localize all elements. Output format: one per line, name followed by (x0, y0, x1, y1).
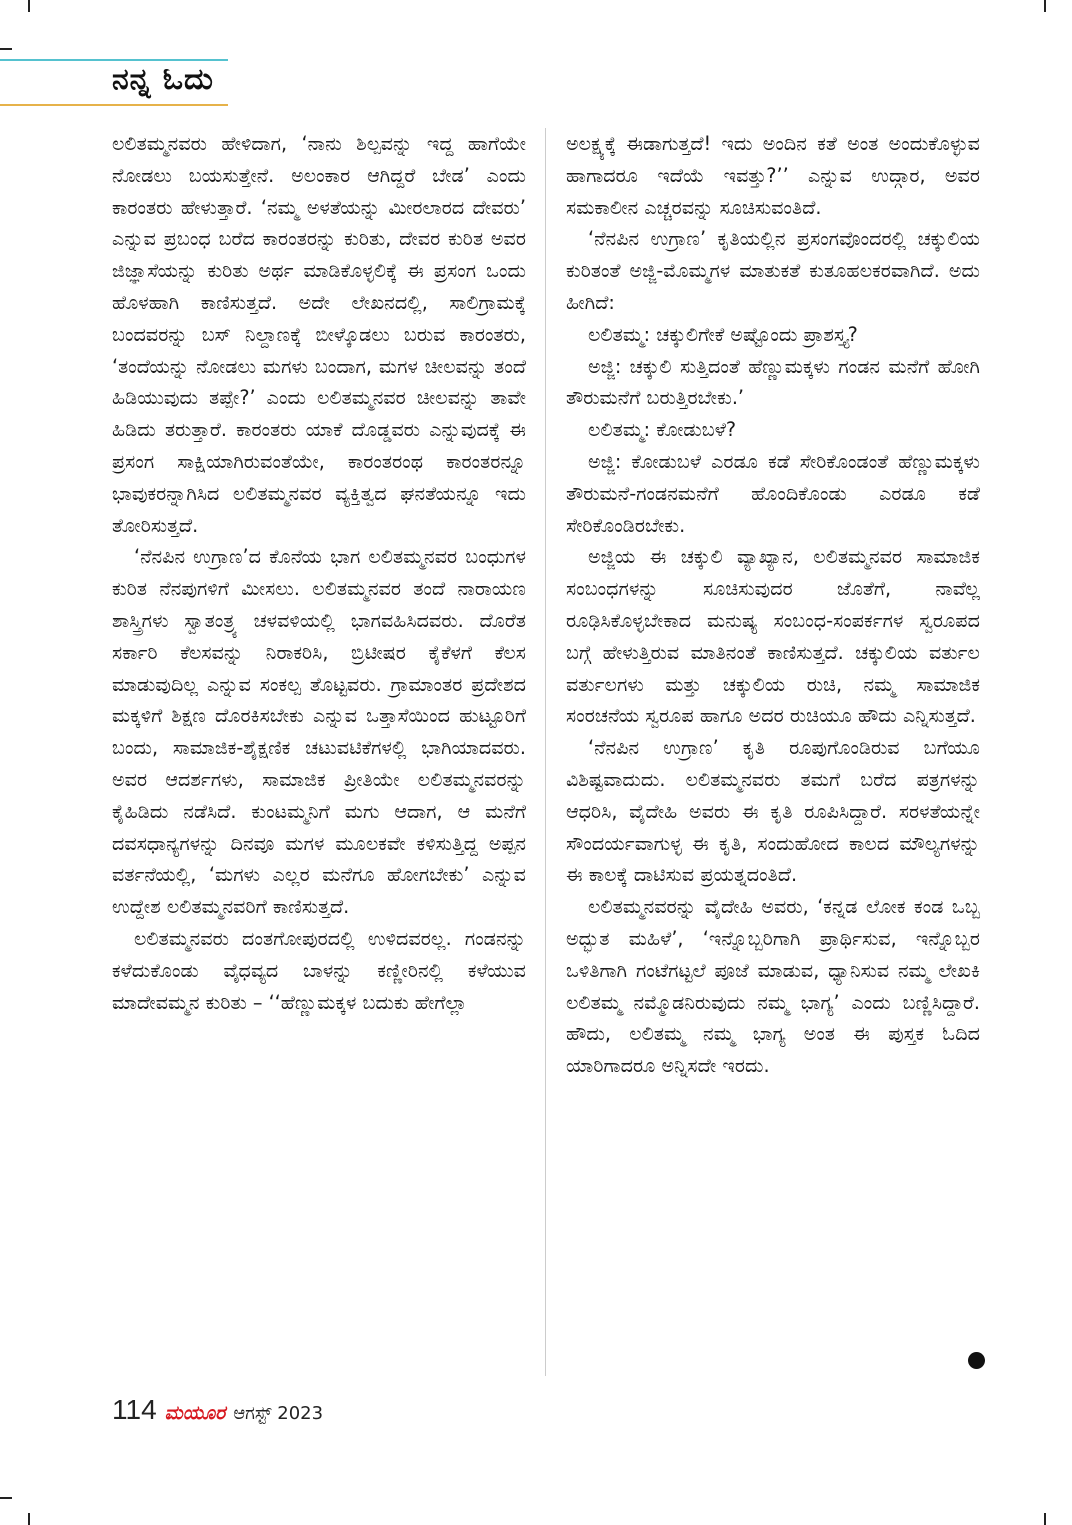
page-number: 114 (112, 1394, 157, 1425)
left-paragraph-3: ಲಲಿತಮ್ಮನವರು ದಂತಗೋಪುರದಲ್ಲಿ ಉಳಿದವರಲ್ಲ. ಗಂಡನನ್ನು ಕಳೆದುಕೊಂಡು ವೈಧವ್ಯದ ಬಾಳನ್ನು ಕಣ್ಣೀರಿನಲ್ಲಿ ಕಳೆಯುವ ಮಾದೇವಮ್ಮನ ಕುರಿತು – ‘‘ಹೆಣ್ಣುಮಕ್ಕಳ ಬದುಕು ಹೇಗೆಲ್ಲಾ (112, 926, 526, 1014)
column-divider (545, 128, 546, 1376)
dialogue-line-4: ಅಜ್ಜಿ: ಕೋಡುಬಳೆ ಎರಡೂ ಕಡೆ ಸೇರಿಕೊಂಡಂತೆ ಹೆಣ್ಣುಮಕ್ಕಳು ತೌರುಮನೆ-ಗಂಡನಮನೆಗೆ ಹೊಂದಿಕೊಂಡು ಎರಡೂ ಕಡೆ ಸೇರಿಕೊಂಡಿರಬೇಕು. (566, 449, 980, 537)
crop-mark-left-lower (0, 1497, 12, 1499)
section-title: ನನ್ನ ಓದು (112, 62, 214, 97)
crop-mark-bottom-right (1044, 1513, 1046, 1525)
crop-mark-top-left (28, 0, 30, 12)
right-paragraph-2: ‘ನೆನಪಿನ ಉಗ್ರಾಣ’ ಕೃತಿಯಲ್ಲಿನ ಪ್ರಸಂಗವೊಂದರಲ್ಲಿ ಚಕ್ಕುಲಿಯ ಕುರಿತಂತೆ ಅಜ್ಜಿ-ಮೊಮ್ಮಗಳ ಮಾತುಕತೆ ಕುತೂಹಲಕರವಾಗಿದೆ. ಅದು ಹೀಗಿದೆ: (566, 227, 980, 314)
header-top-rule (0, 59, 228, 61)
right-column (566, 128, 980, 1082)
crop-mark-left-upper (0, 48, 12, 50)
left-paragraph-1: ಲಲಿತಮ್ಮನವರು ಹೇಳಿದಾಗ, ‘ನಾನು ಶಿಲ್ಪವನ್ನು ಇದ್ದ ಹಾಗೆಯೇ ನೋಡಲು ಬಯಸುತ್ತೇನೆ. ಅಲಂಕಾರ ಆಗಿದ್ದರೆ ಬೇಡ’ ಎಂದು ಕಾರಂತರು ಹೇಳುತ್ತಾರೆ. ‘ನಮ್ಮ ಅಳತೆಯನ್ನು ಮೀರಲಾರದ ದೇವರು’ ಎನ್ನುವ ಪ್ರಬಂಧ ಬರೆದ ಕಾರಂತರನ್ನು ಕುರಿತು, ದೇವರ ಕುರಿತ ಅವರ ಜಿಜ್ಞಾಸೆಯನ್ನು ಕುರಿತು ಅರ್ಥ ಮಾಡಿಕೊಳ್ಳಲಿಕ್ಕೆ ಈ ಪ್ರಸಂಗ ಒಂದು ಹೊಳಹಾಗಿ ಕಾಣಿಸುತ್ತದೆ. ಅದೇ ಲೇಖನದಲ್ಲಿ, ಸಾಲಿಗ್ರಾಮಕ್ಕೆ ಬಂದವರನ್ನು ಬಸ್ ನಿಲ್ದಾಣಕ್ಕೆ ಬೀಳ್ಕೊಡಲು ಬರುವ ಕಾರಂತರು, ‘ತಂದೆಯನ್ನು ನೋಡಲು ಮಗಳು ಬಂದಾಗ, ಮಗಳ ಚೀಲವನ್ನು ತಂದೆ ಹಿಡಿಯುವುದು ತಪ್ಪೇ?’ ಎಂದು ಲಲಿತಮ್ಮನವರ ಚೀಲವನ್ನು ತಾವೇ ಹಿಡಿದು ತರುತ್ತಾರೆ. ಕಾರಂತರು ಯಾಕೆ ದೊಡ್ಡವರು ಎನ್ನುವುದಕ್ಕೆ ಈ ಪ್ರಸಂಗ ಸಾಕ್ಷಿಯಾಗಿರುವಂತೆಯೇ, ಕಾರಂತರಂಥ ಕಾರಂತರನ್ನೂ ಭಾವುಕರನ್ನಾಗಿಸಿದ ಲಲಿತಮ್ಮನವರ ವ್ಯಕ್ತಿತ್ವದ ಘನತೆಯನ್ನೂ ಇದು ತೋರಿಸುತ್ತದೆ. (112, 132, 526, 537)
header-bottom-rule (0, 104, 228, 106)
magazine-logo: ಮಯೂರ (164, 1402, 226, 1424)
crop-mark-bottom-left (28, 1513, 30, 1525)
right-paragraph-3: ಅಜ್ಜಿಯ ಈ ಚಕ್ಕುಲಿ ವ್ಯಾಖ್ಯಾನ, ಲಲಿತಮ್ಮನವರ ಸಾಮಾಜಿಕ ಸಂಬಂಧಗಳನ್ನು ಸೂಚಿಸುವುದರ ಜೊತೆಗೆ, ನಾವೆಲ್ಲ ರೂಢಿಸಿಕೊಳ್ಳಬೇಕಾದ ಮನುಷ್ಯ ಸಂಬಂಧ-ಸಂಪರ್ಕಗಳ ಸ್ವರೂಪದ ಬಗ್ಗೆ ಹೇಳುತ್ತಿರುವ ಮಾತಿನಂತೆ ಕಾಣಿಸುತ್ತದೆ. ಚಕ್ಕುಲಿಯ ವರ್ತುಲ ವರ್ತುಲಗಳು ಮತ್ತು ಚಕ್ಕುಲಿಯ ರುಚಿ, ನಮ್ಮ ಸಾಮಾಜಿಕ ಸಂರಚನೆಯ ಸ್ವರೂಪ ಹಾಗೂ ಅದರ ರುಚಿಯೂ ಹೌದು ಎನ್ನಿಸುತ್ತದೆ. (566, 545, 980, 728)
dialogue-line-1: ಲಲಿತಮ್ಮ: ಚಕ್ಕುಲಿಗೇಕೆ ಅಷ್ಟೊಂದು ಪ್ರಾಶಸ್ತ್ಯ? (588, 322, 858, 346)
left-column (112, 128, 526, 1018)
left-paragraph-2: ‘ನೆನಪಿನ ಉಗ್ರಾಣ’ದ ಕೊನೆಯ ಭಾಗ ಲಲಿತಮ್ಮನವರ ಬಂಧುಗಳ ಕುರಿತ ನೆನಪುಗಳಿಗೆ ಮೀಸಲು. ಲಲಿತಮ್ಮನವರ ತಂದೆ ನಾರಾಯಣ ಶಾಸ್ತ್ರಿಗಳು ಸ್ವಾತಂತ್ರ್ಯ ಚಳವಳಿಯಲ್ಲಿ ಭಾಗವಹಿಸಿದವರು. ದೊರೆತ ಸರ್ಕಾರಿ ಕೆಲಸವನ್ನು ನಿರಾಕರಿಸಿ, ಬ್ರಿಟೀಷರ ಕೈಕೆಳಗೆ ಕೆಲಸ ಮಾಡುವುದಿಲ್ಲ ಎನ್ನುವ ಸಂಕಲ್ಪ ತೊಟ್ಟವರು. ಗ್ರಾಮಾಂತರ ಪ್ರದೇಶದ ಮಕ್ಕಳಿಗೆ ಶಿಕ್ಷಣ ದೊರಕಿಸಬೇಕು ಎನ್ನುವ ಒತ್ತಾಸೆಯಿಂದ ಹುಟ್ಟೂರಿಗೆ ಬಂದು, ಸಾಮಾಜಿಕ-ಶೈಕ್ಷಣಿಕ ಚಟುವಟಿಕೆಗಳಲ್ಲಿ ಭಾಗಿಯಾದವರು. ಅವರ ಆದರ್ಶಗಳು, ಸಾಮಾಜಿಕ ಪ್ರೀತಿಯೇ ಲಲಿತಮ್ಮನವರನ್ನು ಕೈಹಿಡಿದು ನಡೆಸಿದೆ. ಕುಂಟಮ್ಮನಿಗೆ ಮಗು ಆದಾಗ, ಆ ಮನೆಗೆ ದವಸಧಾನ್ಯಗಳನ್ನು ದಿನವೂ ಮಗಳ ಮೂಲಕವೇ ಕಳಿಸುತ್ತಿದ್ದ ಅಪ್ಪನ ವರ್ತನೆಯಲ್ಲಿ, ‘ಮಗಳು ಎಲ್ಲರ ಮನೆಗೂ ಹೋಗಬೇಕು’ ಎನ್ನುವ ಉದ್ದೇಶ ಲಲಿತಮ್ಮನವರಿಗೆ ಕಾಣಿಸುತ್ತದೆ. (112, 545, 526, 919)
issue-date: ಆಗಸ್ಟ್ 2023 (233, 1403, 324, 1424)
end-of-article-bullet (968, 1352, 985, 1369)
right-paragraph-1: ಅಲಕ್ಷ್ಯಕ್ಕೆ ಈಡಾಗುತ್ತದೆ! ಇದು ಅಂದಿನ ಕತೆ ಅಂತ ಅಂದುಕೊಳ್ಳುವ ಹಾಗಾದರೂ ಇದೆಯೆ ಇವತ್ತು?’’ ಎನ್ನುವ ಉದ್ಗಾರ, ಅವರ ಸಮಕಾಲೀನ ಎಚ್ಚರವನ್ನು ಸೂಚಿಸುವಂತಿದೆ. (566, 132, 980, 219)
right-paragraph-4: ‘ನೆನಪಿನ ಉಗ್ರಾಣ’ ಕೃತಿ ರೂಪುಗೊಂಡಿರುವ ಬಗೆಯೂ ವಿಶಿಷ್ಟವಾದುದು. ಲಲಿತಮ್ಮನವರು ತಮಗೆ ಬರೆದ ಪತ್ರಗಳನ್ನು ಆಧರಿಸಿ, ವೈದೇಹಿ ಅವರು ಈ ಕೃತಿ ರೂಪಿಸಿದ್ದಾರೆ. ಸರಳತೆಯನ್ನೇ ಸೌಂದರ್ಯವಾಗುಳ್ಳ ಈ ಕೃತಿ, ಸಂದುಹೋದ ಕಾಲದ ಮೌಲ್ಯಗಳನ್ನು ಈ ಕಾಲಕ್ಕೆ ದಾಟಿಸುವ ಪ್ರಯತ್ನದಂತಿದೆ. (566, 736, 980, 887)
dialogue-line-3: ಲಲಿತಮ್ಮ: ಕೋಡುಬಳೆ? (588, 418, 737, 442)
right-paragraph-5: ಲಲಿತಮ್ಮನವರನ್ನು ವೈದೇಹಿ ಅವರು, ‘ಕನ್ನಡ ಲೋಕ ಕಂಡ ಒಬ್ಬ ಅದ್ಭುತ ಮಹಿಳೆ’, ‘ಇನ್ನೊಬ್ಬರಿಗಾಗಿ ಪ್ರಾರ್ಥಿಸುವ, ಇನ್ನೊಬ್ಬರ ಒಳಿತಿಗಾಗಿ ಗಂಟೆಗಟ್ಟಲೆ ಪೂಜೆ ಮಾಡುವ, ಧ್ಯಾನಿಸುವ ನಮ್ಮ ಲೇಖಕಿ ಲಲಿತಮ್ಮ ನಮ್ಮೊಡನಿರುವುದು ನಮ್ಮ ಭಾಗ್ಯ’ ಎಂದು ಬಣ್ಣಿಸಿದ್ದಾರೆ. ಹೌದು, ಲಲಿತಮ್ಮ ನಮ್ಮ ಭಾಗ್ಯ ಅಂತ ಈ ಪುಸ್ತಕ ಓದಿದ ಯಾರಿಗಾದರೂ ಅನ್ನಿಸದೇ ಇರದು. (566, 895, 980, 1078)
dialogue-line-2: ಅಜ್ಜಿ: ಚಕ್ಕುಲಿ ಸುತ್ತಿದಂತೆ ಹೆಣ್ಣುಮಕ್ಕಳು ಗಂಡನ ಮನೆಗೆ ಹೋಗಿ ತೌರುಮನೆಗೆ ಬರುತ್ತಿರಬೇಕು.’ (566, 354, 980, 410)
crop-mark-top-right (1044, 0, 1046, 12)
page-footer (112, 1394, 323, 1430)
